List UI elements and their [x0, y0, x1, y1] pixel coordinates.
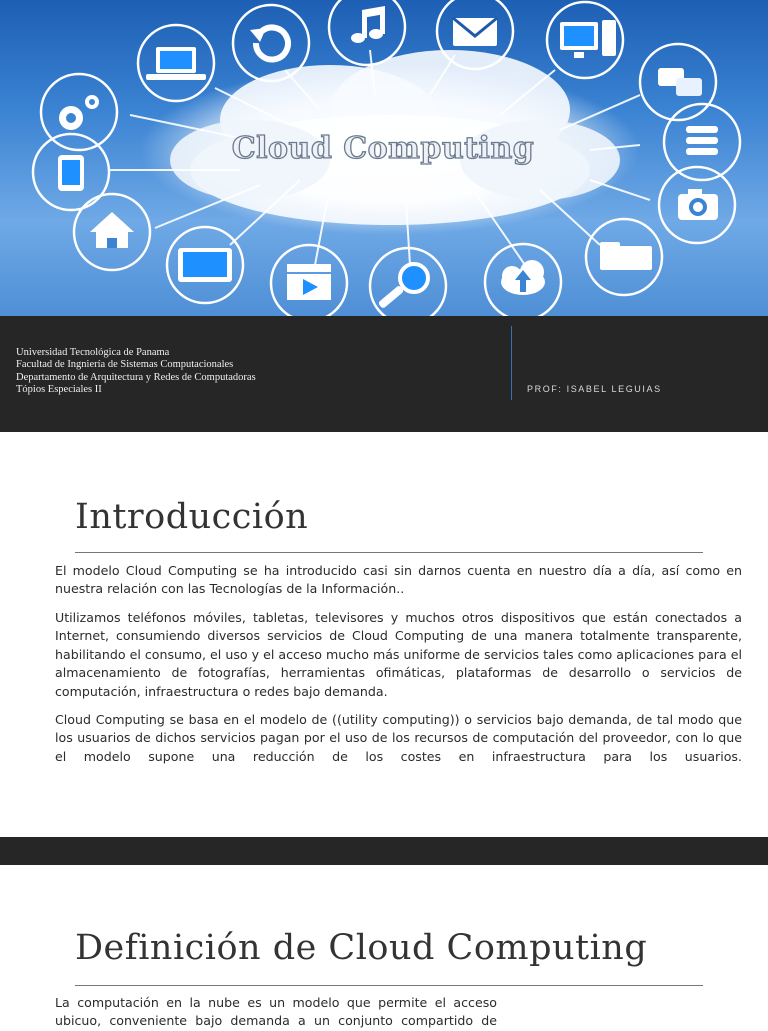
intro-paragraph-1: El modelo Cloud Computing se ha introducido casi sin darnos cuenta en nuestro día a día, así como en nuestra relación con las Tecnologías de la Información.. — [55, 563, 742, 597]
database-icon — [686, 126, 718, 155]
professor-name: PROF: ISABEL LEGUIAS — [527, 384, 662, 394]
definition-rule — [75, 985, 703, 986]
hero-banner — [0, 0, 768, 316]
vertical-divider — [511, 326, 512, 400]
info-band — [0, 316, 768, 432]
university-name: Universidad Tecnológica de Panama — [16, 347, 170, 358]
cloud-computing-banner-text: Cloud Computing — [231, 131, 535, 166]
music-note-icon — [351, 6, 385, 43]
definition-title: Definición de Cloud Computing — [75, 928, 648, 968]
chat-icon — [658, 68, 702, 96]
laptop-icon — [146, 47, 206, 80]
refresh-icon — [250, 27, 288, 59]
intro-paragraph-2: Utilizamos teléfonos móviles, tabletas, televisores y muchos otros dispositivos que están conectados a Internet, consumiendo diversos servicios de Cloud Computing de una manera totalmente transparente, habilitando el consumo, el uso y el acceso mucho más uniforme de servicios tales como aplicaciones para el almacenamiento de fotografías, herramientas ofimáticas, plataformas de desarrollo o servicios de computación, infraestructura o redes bajo demanda. — [55, 610, 742, 699]
intro-title: Introducción — [75, 497, 309, 537]
intro-rule — [75, 552, 703, 553]
gears-icon — [59, 95, 99, 130]
tablet-icon — [58, 155, 84, 191]
desktop-computer-icon — [560, 20, 616, 58]
search-icon — [378, 264, 428, 309]
faculty-name: Facultad de Ingniería de Sistemas Computacionales — [16, 359, 234, 371]
department-name: Departamento de Arquitectura y Redes de Computadoras — [16, 371, 256, 383]
video-clapper-icon — [287, 264, 331, 300]
definition-paragraph-1: La computación en la nube es un modelo que permite el acceso ubicuo, conveniente bajo demanda a un conjunto compartido de — [55, 995, 497, 1029]
folder-icon — [600, 242, 652, 270]
cloud-transfer-icon — [501, 260, 545, 295]
mail-icon — [453, 18, 497, 46]
monitor-icon — [178, 248, 232, 282]
home-icon — [90, 212, 134, 248]
cloud-computing-illustration — [0, 0, 768, 316]
section-divider-band — [0, 837, 768, 865]
intro-paragraph-3: Cloud Computing se basa en el modelo de ((utility computing)) o servicios bajo demanda, de tal modo que los usuarios de dichos servicios pagan por el uso de los recursos de computación del proveedor, con lo que el modelo supone una reducción de los costes en infraestructura para los usuarios. — [55, 712, 742, 764]
institution-info — [16, 347, 256, 397]
course-name: Tópios Especiales II — [16, 384, 102, 396]
camera-icon — [678, 189, 718, 220]
